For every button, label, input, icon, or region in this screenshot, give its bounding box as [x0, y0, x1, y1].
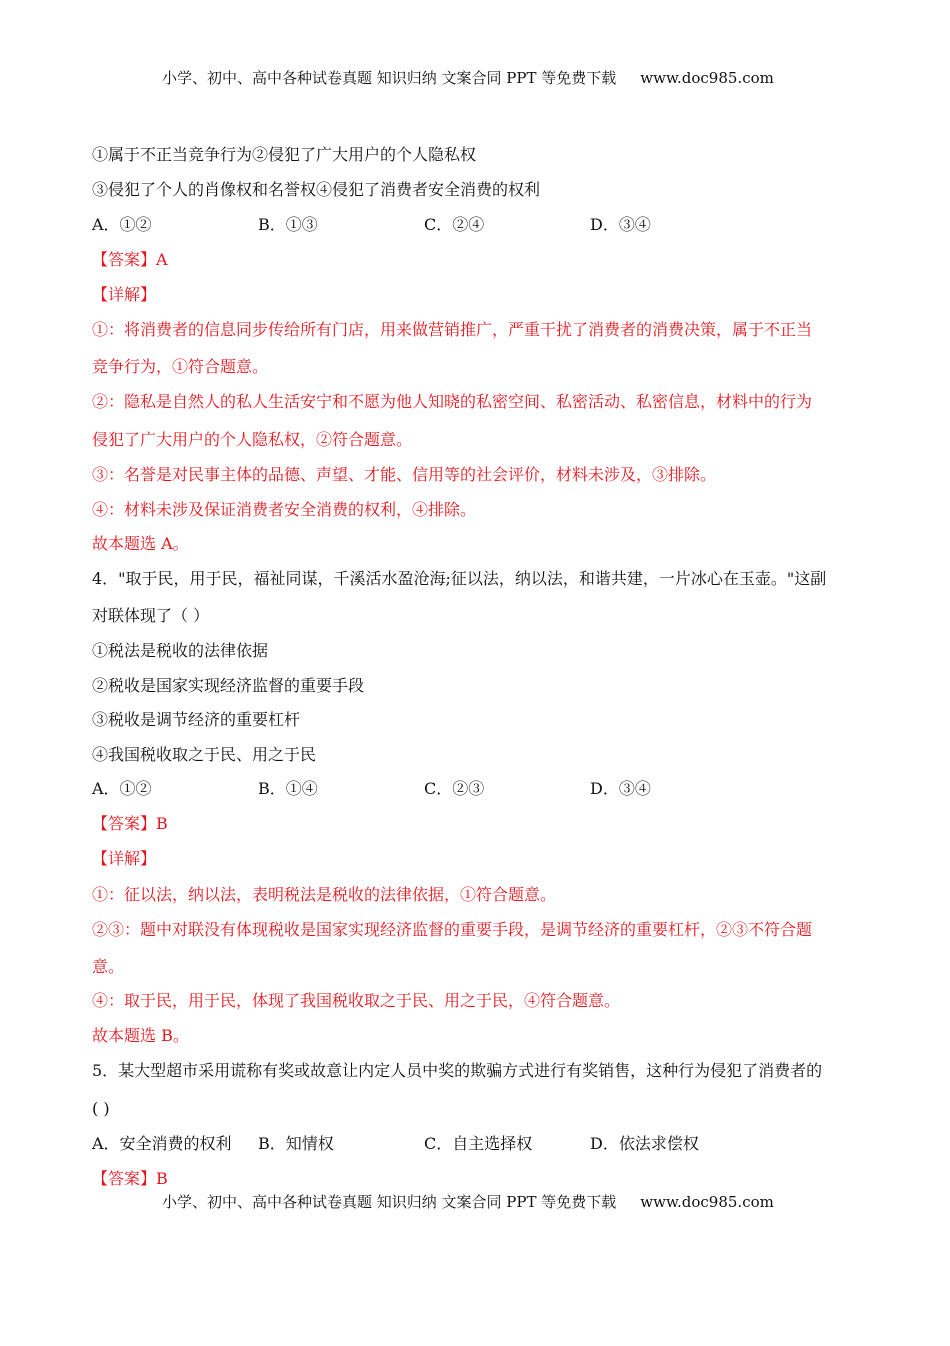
- option-a: A．①②: [92, 215, 152, 234]
- q3-explanation-line: ④：材料未涉及保证消费者安全消费的权利，④排除。: [92, 500, 477, 519]
- q3-detail-label: 【详解】: [92, 285, 157, 304]
- q3-answer: 【答案】A: [92, 250, 168, 269]
- option-d: D．③④: [590, 215, 651, 234]
- page-footer: [162, 1192, 774, 1212]
- option-d: D．依法求偿权: [590, 1134, 699, 1153]
- q3-explanation-line: ③：名誉是对民事主体的品德、声望、才能、信用等的社会评价，材料未涉及，③排除。: [92, 465, 717, 484]
- option-b: B．①④: [258, 779, 318, 798]
- q3-explanation-line: 侵犯了广大用户的个人隐私权，②符合题意。: [92, 430, 413, 449]
- option-a: A．①②: [92, 779, 152, 798]
- option-c: C．②④: [424, 215, 485, 234]
- q3-explanation-line: ②：隐私是自然人的私人生活安宁和不愿为他人知晓的私密空间、私密活动、私密信息，材料中的行为: [92, 392, 813, 411]
- q4-explanation-line: ④：取于民，用于民，体现了我国税收取之于民、用之于民，④符合题意。: [92, 991, 621, 1010]
- header-url[interactable]: www.doc985.com: [640, 69, 774, 87]
- q4-statement: ②税收是国家实现经济监督的重要手段: [92, 676, 365, 695]
- option-a: A．安全消费的权利: [92, 1134, 232, 1153]
- q5-answer: 【答案】B: [92, 1169, 168, 1188]
- q3-explanation-line: ①：将消费者的信息同步传给所有门店，用来做营销推广，严重干扰了消费者的消费决策，属于不正当: [92, 320, 813, 339]
- option-d: D．③④: [590, 779, 651, 798]
- q3-conclusion: 故本题选 A。: [92, 534, 189, 553]
- q4-statement: ①税法是税收的法律依据: [92, 641, 269, 660]
- q5-stem: 5．某大型超市采用谎称有奖或故意让内定人员中奖的欺骗方式进行有奖销售，这种行为侵犯了消费者的: [92, 1061, 823, 1080]
- q3-statement: ①属于不正当竞争行为②侵犯了广大用户的个人隐私权: [92, 145, 477, 164]
- page-header: [162, 68, 774, 88]
- option-c: C．自主选择权: [424, 1134, 533, 1153]
- q4-answer: 【答案】B: [92, 814, 168, 833]
- q5-stem: ( ): [92, 1099, 110, 1118]
- q4-explanation-line: ②③：题中对联没有体现税收是国家实现经济监督的重要手段，是调节经济的重要杠杆，②③不符合题: [92, 920, 813, 939]
- q4-statement: ③税收是调节经济的重要杠杆: [92, 710, 301, 729]
- q4-statement: ④我国税收取之于民、用之于民: [92, 745, 317, 764]
- q4-conclusion: 故本题选 B。: [92, 1026, 189, 1045]
- option-b: B．①③: [258, 215, 318, 234]
- footer-url[interactable]: www.doc985.com: [640, 1193, 774, 1211]
- footer-text: 小学、初中、高中各种试卷真题 知识归纳 文案合同 PPT 等免费下载: [162, 1193, 617, 1211]
- q4-stem: 4．"取于民，用于民，福祉同谋，千溪活水盈沧海;征以法，纳以法，和谐共建，一片冰心在玉壶。"这副: [92, 569, 827, 588]
- q4-explanation-line: ①：征以法，纳以法，表明税法是税收的法律依据，①符合题意。: [92, 885, 557, 904]
- q4-explanation-line: 意。: [92, 957, 125, 976]
- option-c: C．②③: [424, 779, 485, 798]
- header-text: 小学、初中、高中各种试卷真题 知识归纳 文案合同 PPT 等免费下载: [162, 69, 617, 87]
- q4-detail-label: 【详解】: [92, 849, 157, 868]
- q3-statement: ③侵犯了个人的肖像权和名誉权④侵犯了消费者安全消费的权利: [92, 180, 541, 199]
- q4-stem: 对联体现了（ ）: [92, 606, 210, 625]
- q3-explanation-line: 竞争行为，①符合题意。: [92, 357, 269, 376]
- option-b: B．知情权: [258, 1134, 334, 1153]
